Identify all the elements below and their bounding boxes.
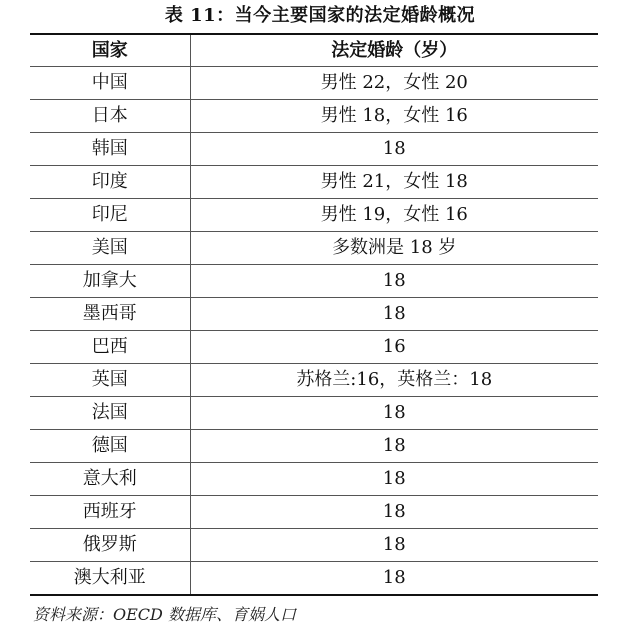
legal-age-cell: 18 bbox=[190, 463, 598, 496]
marriage-age-table bbox=[30, 33, 598, 596]
country-cell: 墨西哥 bbox=[30, 298, 190, 331]
source-note: 资料来源：OECD 数据库、育娲人口 bbox=[33, 605, 296, 624]
country-cell: 日本 bbox=[30, 100, 190, 133]
table-body bbox=[30, 67, 598, 596]
legal-age-cell: 男性 22，女性 20 bbox=[190, 67, 598, 100]
country-cell: 中国 bbox=[30, 67, 190, 100]
table-row bbox=[30, 496, 598, 529]
country-cell: 印尼 bbox=[30, 199, 190, 232]
table-title: 表 11：当今主要国家的法定婚龄概况 bbox=[164, 5, 476, 26]
table-row bbox=[30, 67, 598, 100]
column-header-legal-age: 法定婚龄（岁） bbox=[190, 34, 598, 67]
country-cell: 意大利 bbox=[30, 463, 190, 496]
header-row bbox=[30, 34, 598, 67]
table-row bbox=[30, 100, 598, 133]
table-row bbox=[30, 463, 598, 496]
country-cell: 加拿大 bbox=[30, 265, 190, 298]
table-row bbox=[30, 331, 598, 364]
table-row bbox=[30, 232, 598, 265]
table-row bbox=[30, 265, 598, 298]
legal-age-cell: 18 bbox=[190, 529, 598, 562]
legal-age-cell: 18 bbox=[190, 298, 598, 331]
country-cell: 巴西 bbox=[30, 331, 190, 364]
legal-age-cell: 苏格兰:16，英格兰：18 bbox=[190, 364, 598, 397]
country-cell: 德国 bbox=[30, 430, 190, 463]
legal-age-cell: 男性 18，女性 16 bbox=[190, 100, 598, 133]
legal-age-cell: 18 bbox=[190, 265, 598, 298]
country-cell: 美国 bbox=[30, 232, 190, 265]
table-row bbox=[30, 430, 598, 463]
country-cell: 印度 bbox=[30, 166, 190, 199]
table-row bbox=[30, 298, 598, 331]
legal-age-cell: 多数洲是 18 岁 bbox=[190, 232, 598, 265]
table-row bbox=[30, 529, 598, 562]
legal-age-cell: 18 bbox=[190, 496, 598, 529]
country-cell: 英国 bbox=[30, 364, 190, 397]
legal-age-cell: 16 bbox=[190, 331, 598, 364]
country-cell: 法国 bbox=[30, 397, 190, 430]
table-row bbox=[30, 199, 598, 232]
legal-age-cell: 男性 19，女性 16 bbox=[190, 199, 598, 232]
legal-age-cell: 18 bbox=[190, 397, 598, 430]
country-cell: 韩国 bbox=[30, 133, 190, 166]
table-row bbox=[30, 562, 598, 596]
table-row bbox=[30, 166, 598, 199]
country-cell: 俄罗斯 bbox=[30, 529, 190, 562]
table-row bbox=[30, 397, 598, 430]
column-header-country: 国家 bbox=[30, 34, 190, 67]
legal-age-cell: 18 bbox=[190, 133, 598, 166]
legal-age-cell: 18 bbox=[190, 562, 598, 596]
table-row bbox=[30, 133, 598, 166]
table-row bbox=[30, 364, 598, 397]
country-cell: 澳大利亚 bbox=[30, 562, 190, 596]
legal-age-cell: 18 bbox=[190, 430, 598, 463]
legal-age-cell: 男性 21，女性 18 bbox=[190, 166, 598, 199]
country-cell: 西班牙 bbox=[30, 496, 190, 529]
